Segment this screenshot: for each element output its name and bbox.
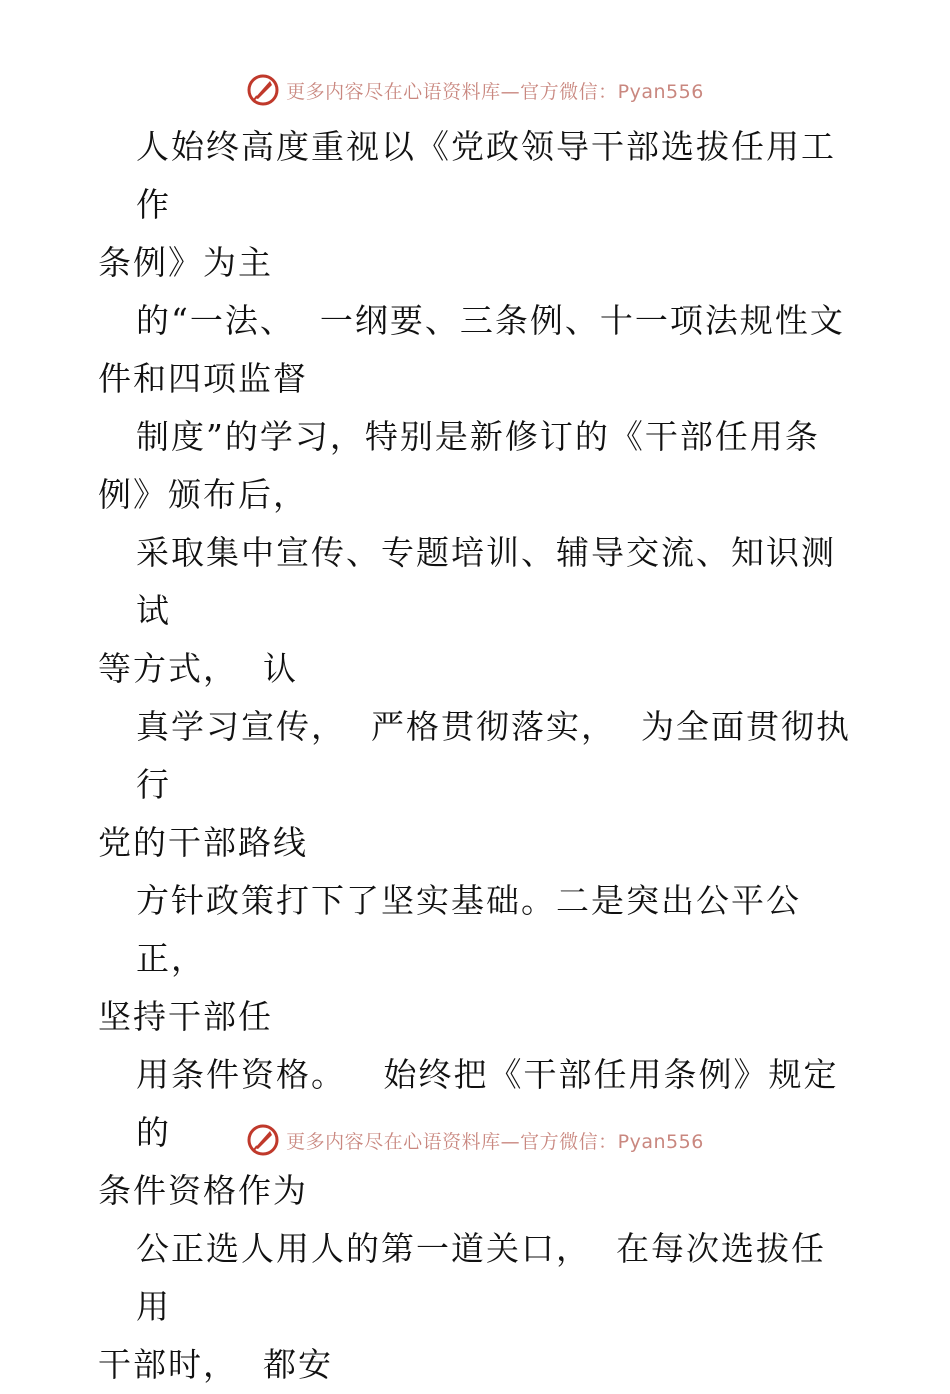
text-line: 坚持干部任 (98, 997, 273, 1036)
text-line: 的“一法、 一纲要、三条例、十一项法规性文 (136, 301, 845, 340)
text-line: 例》颁布后， (98, 475, 308, 514)
text-line: 公正选人用人的第一道关口， 在每次选拔任用 (136, 1229, 826, 1326)
text-line: 真学习宣传， 严格贯彻落实， 为全面贯彻执行 (136, 707, 851, 804)
text-line: 采取集中宣传、专题培训、辅导交流、知识测试 (136, 533, 836, 630)
text-line: 等方式， 认 (98, 649, 298, 688)
feather-pen-logo-icon (246, 73, 280, 107)
text-line: 党的干部路线 (98, 823, 308, 862)
feather-pen-logo-icon (246, 1123, 280, 1157)
text-line: 方针政策打下了坚实基础。二是突出公平公正， (136, 881, 801, 978)
text-line: 干部时， 都安 (98, 1345, 333, 1384)
watermark-text: 更多内容尽在心语资料库—官方微信：Pyan556 (286, 80, 704, 103)
footer-watermark (0, 1120, 950, 1160)
text-line: 条件资格作为 (98, 1171, 308, 1210)
text-line: 件和四项监督 (98, 359, 308, 398)
document-body (98, 118, 858, 1394)
header-watermark (0, 70, 950, 110)
text-line: 人始终高度重视以《党政领导干部选拔任用工作 (136, 127, 836, 224)
text-line: 用条件资格。 始终把《干部任用条例》规定的 (136, 1055, 839, 1152)
text-line: 制度”的学习，特别是新修订的《干部任用条 (136, 417, 820, 456)
watermark-text: 更多内容尽在心语资料库—官方微信：Pyan556 (286, 1130, 704, 1153)
text-line: 条例》为主 (98, 243, 273, 282)
